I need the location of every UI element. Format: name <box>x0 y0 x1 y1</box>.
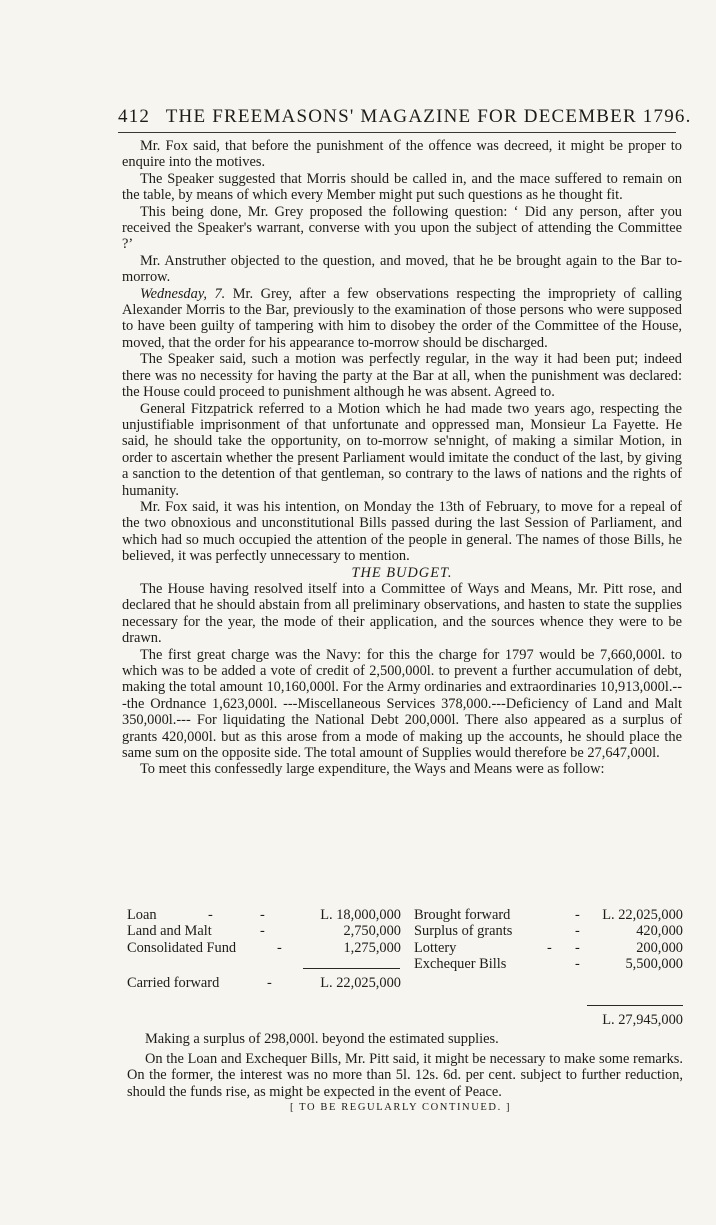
paragraph-wednesday <box>122 286 682 352</box>
leader-dash: - <box>267 974 272 991</box>
paragraph: The first great charge was the Navy: for this the charge for 1797 would be 7,660,000l. to which was to be added a vote of credit of 2,500,000l. to prevent a further accumulation of debt, making the total amount 10,160,000l. For the Army ordinaries and extraordinaries 10,913,000l.---the Ordnance 1,623,000l. ---Miscellaneous Services 378,000.---Deficiency of Land and Malt 350,000l.--- For liquidating the National Debt 200,000l. There also appeared as a surplus of grants 420,000l. but as this arose from a mode of making up the accounts, he should place the same sum on the opposite side. The total amount of Supplies would therefore be 27,647,000l. <box>122 646 682 762</box>
grand-total: L. 27,945,000 <box>602 1012 683 1028</box>
leader-dash: - <box>547 939 552 956</box>
row-amount: 5,500,000 <box>625 956 683 973</box>
paragraph: The House having resolved itself into a Committee of Ways and Means, Mr. Pitt rose, and declared that he should abstain from all preliminary observations, and hasten to state the supplies necessary for the year, the mode of their application, and the sources whence they were to be drawn. <box>122 580 682 647</box>
continued-notice: [ TO BE REGULARLY CONTINUED. ] <box>290 1102 512 1113</box>
row-amount: 2,750,000 <box>343 923 401 940</box>
date-lead: Wednesday, 7. <box>140 285 226 302</box>
leader-dash: - <box>575 939 580 956</box>
row-amount: L. 18,000,000 <box>320 907 401 923</box>
date-paragraph-text: Mr. Grey, after a few observations respecting the impropriety of calling Alexander Morris to the Bar, previously to the examination of those persons who were supposed to have been guilty of tampering with him to disobey the order of the Committee of the House, moved, that the order for his appearance to-morrow should be discharged. <box>122 285 682 351</box>
running-header <box>118 106 692 128</box>
paragraph: Mr. Fox said, it was his intention, on Monday the 13th of February, to move for a repeal of the two obnoxious and unconstitutional Bills passed during the last Session of Parliament, and which had so much occupied the attention of the people in general. The names of those Bills, he believed, it was perfectly unnecessary to mention. <box>122 498 682 565</box>
row-label: Exchequer Bills <box>414 956 507 973</box>
paragraph: General Fitzpatrick referred to a Motion which he had made two years ago, respecting the unjustifiable imprisonment of that unfortunate and oppressed man, Monsieur La Fayette. He said, he should take the opportunity, on to-morrow se'nnight, of making a similar Motion, in order to ascertain whether the present Parliament would imitate the conduct of the last, by giving a sanction to the detention of that gentleman, so contrary to the laws of nations and the rights of humanity. <box>122 400 682 499</box>
row-label: Carried forward <box>127 974 220 991</box>
table-row <box>127 907 687 923</box>
leader-dash: - <box>575 956 580 973</box>
row-label: Loan <box>127 907 157 923</box>
section-heading: THE BUDGET. <box>351 564 453 581</box>
paragraph: To meet this confessedly large expenditure, the Ways and Means were as follow: <box>140 761 605 778</box>
paragraph: The Speaker said, such a motion was perfectly regular, in the way it had been put; indeed there was no necessity for having the party at the Bar at all, when the punishment was declared: the House could proceed to punishment although he was absent. Agreed to. <box>122 351 682 401</box>
running-title: THE FREEMASONS' MAGAZINE FOR DECEMBER 1796. <box>165 106 692 127</box>
row-amount: 420,000 <box>636 923 683 940</box>
closing-text <box>127 1012 683 1100</box>
leader-dash: - <box>260 907 265 923</box>
row-label: Lottery <box>414 939 457 956</box>
row-label: Surplus of grants <box>414 923 513 940</box>
table-row <box>127 956 687 972</box>
paragraph: Mr. Anstruther objected to the question, and moved, that he be brought again to the Bar to-morrow. <box>122 252 682 286</box>
paragraph: On the Loan and Exchequer Bills, Mr. Pitt said, it might be necessary to make some remarks. On the former, the interest was no more than 5l. 12s. 6d. per cent. subject to further reduction, should the funds rise, as might be expected in the event of Peace. <box>127 1050 683 1100</box>
paragraph: Mr. Fox said, that before the punishment of the offence was decreed, it might be proper to enquire into the motives. <box>122 138 682 171</box>
row-amount: 1,275,000 <box>343 939 401 956</box>
paragraph: Making a surplus of 298,000l. beyond the estimated supplies. <box>145 1031 499 1048</box>
row-amount: 200,000 <box>636 939 683 956</box>
header-rule <box>118 132 676 133</box>
table-row <box>127 923 687 939</box>
table-row <box>127 940 687 956</box>
row-label: Brought forward <box>414 907 511 923</box>
table-row <box>127 975 687 991</box>
leader-dash: - <box>260 923 265 940</box>
subtotal-rule <box>303 968 400 969</box>
leader-dash: - <box>575 907 580 923</box>
paragraph: This being done, Mr. Grey proposed the following question: ‘ Did any person, after you received the Speaker's warrant, converse with you upon the subject of attending the Committee ?’ <box>122 203 682 253</box>
leader-dash: - <box>277 939 282 956</box>
total-rule <box>587 1005 683 1006</box>
leader-dash: - <box>208 907 213 923</box>
row-amount: L. 22,025,000 <box>320 974 401 991</box>
row-label: Consolidated Fund <box>127 939 237 956</box>
paragraph: The Speaker suggested that Morris should be called in, and the mace suffered to remain on the table, by means of which every Member might put such questions as he thought fit. <box>122 170 682 204</box>
ways-and-means-table <box>127 907 687 991</box>
article-body <box>122 138 682 778</box>
row-label: Land and Malt <box>127 923 212 940</box>
page-number: 412 <box>118 106 151 127</box>
leader-dash: - <box>575 923 580 940</box>
row-amount: L. 22,025,000 <box>602 907 683 923</box>
